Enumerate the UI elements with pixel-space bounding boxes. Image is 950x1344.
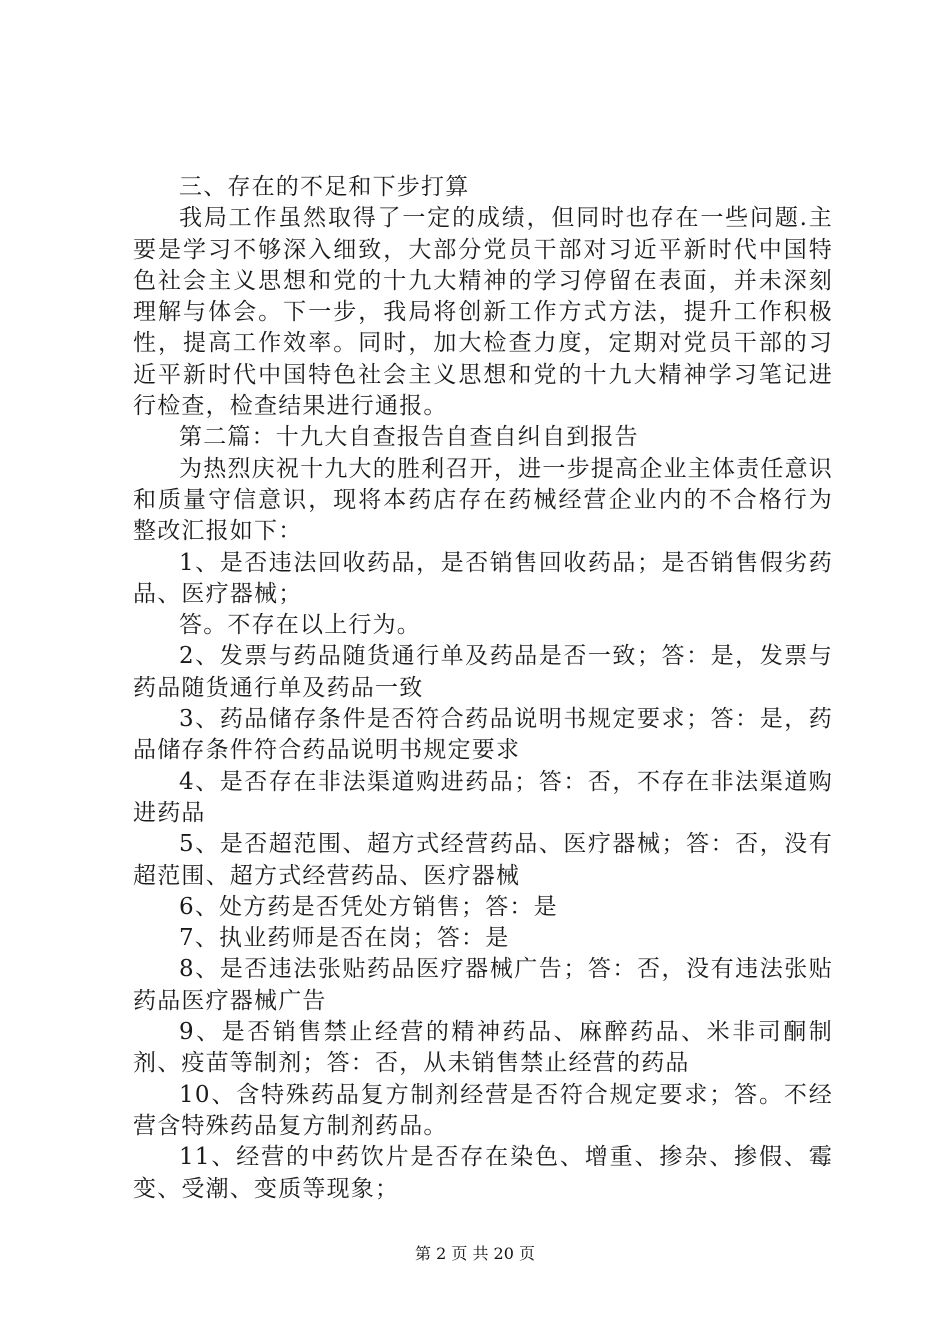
paragraph: 我局工作虽然取得了一定的成绩，但同时也存在一些问题.主要是学习不够深入细致，大部分党员干部对习近平新时代中国特色社会主义思想和党的十九大精神的学习停留在表面，并未深刻理解与体会。下一步，我局将创新工作方式方法，提升工作积极性，提高工作效率。同时，加大检查力度，定期对党员干部的习近平新时代中国特色社会主义思想和党的十九大精神学习笔记进行检查，检查结果进行通报。 [133,205,833,420]
list-item: 3、药品储存条件是否符合药品说明书规定要求；答：是，药品储存条件符合药品说明书规定要求 [133,706,833,764]
list-item: 9、是否销售禁止经营的精神药品、麻醉药品、米非司酮制剂、疫苗等制剂；答：否，从未销售禁止经营的药品 [133,1019,833,1077]
list-item: 5、是否超范围、超方式经营药品、医疗器械；答：否，没有超范围、超方式经营药品、医疗器械 [133,831,833,889]
list-item: 1、是否违法回收药品，是否销售回收药品；是否销售假劣药品、医疗器械； [133,549,833,607]
list-item: 10、含特殊药品复方制剂经营是否符合规定要求；答。不经营含特殊药品复方制剂药品。 [133,1081,833,1139]
document-body [133,172,833,1205]
list-item: 6、处方药是否凭处方销售；答：是 [179,893,558,920]
list-item: 7、执业药师是否在岗；答：是 [179,925,510,952]
list-item-answer: 答。不存在以上行为。 [179,612,421,639]
page-number-footer: 第 2 页 共 20 页 [415,1244,535,1263]
paragraph: 为热烈庆祝十九大的胜利召开，进一步提高企业主体责任意识和质量守信意识，现将本药店存在药械经营企业内的不合格行为整改汇报如下： [133,455,833,545]
section-heading: 第二篇：十九大自查报告自查自纠自到报告 [179,424,639,451]
section-heading: 三、存在的不足和下步打算 [179,174,470,200]
list-item: 11、经营的中药饮片是否存在染色、增重、掺杂、掺假、霉变、受潮、变质等现象； [133,1144,833,1202]
list-item: 2、发票与药品随货通行单及药品是否一致；答：是，发票与药品随货通行单及药品一致 [133,643,833,701]
list-item: 8、是否违法张贴药品医疗器械广告；答：否，没有违法张贴药品医疗器械广告 [133,956,833,1014]
list-item: 4、是否存在非法渠道购进药品；答：否，不存在非法渠道购进药品 [133,768,833,826]
